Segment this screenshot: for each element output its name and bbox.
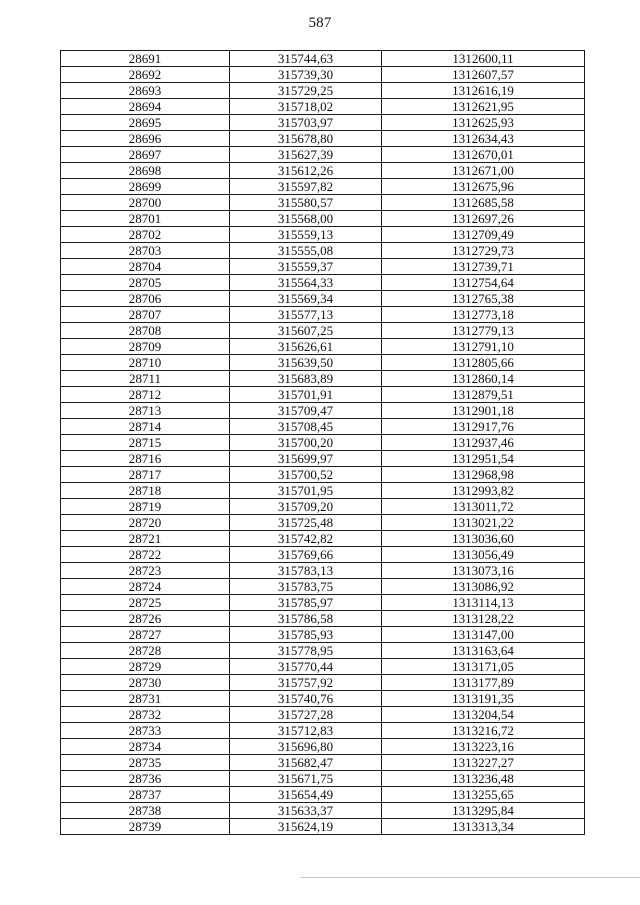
point-number-cell: 28692: [61, 67, 230, 83]
x-coordinate-cell: 315654,49: [230, 787, 382, 803]
table-row: [61, 755, 585, 771]
point-number-cell: 28729: [61, 659, 230, 675]
y-coordinate-cell: 1313036,60: [382, 531, 585, 547]
table-row: [61, 739, 585, 755]
table-row: [61, 195, 585, 211]
table-row: [61, 595, 585, 611]
table-row: [61, 131, 585, 147]
point-number-cell: 28718: [61, 483, 230, 499]
y-coordinate-cell: 1312951,54: [382, 451, 585, 467]
point-number-cell: 28712: [61, 387, 230, 403]
point-number-cell: 28706: [61, 291, 230, 307]
x-coordinate-cell: 315559,37: [230, 259, 382, 275]
table-row: [61, 579, 585, 595]
table-row: [61, 483, 585, 499]
x-coordinate-cell: 315729,25: [230, 83, 382, 99]
point-number-cell: 28707: [61, 307, 230, 323]
table-row: [61, 659, 585, 675]
x-coordinate-cell: 315701,95: [230, 483, 382, 499]
point-number-cell: 28699: [61, 179, 230, 195]
table-row: [61, 211, 585, 227]
table-row: [61, 467, 585, 483]
table-row: [61, 275, 585, 291]
y-coordinate-cell: 1313223,16: [382, 739, 585, 755]
table-row: [61, 115, 585, 131]
table-row: [61, 435, 585, 451]
y-coordinate-cell: 1313236,48: [382, 771, 585, 787]
table-row: [61, 515, 585, 531]
y-coordinate-cell: 1312671,00: [382, 163, 585, 179]
table-row: [61, 51, 585, 67]
y-coordinate-cell: 1313114,13: [382, 595, 585, 611]
x-coordinate-cell: 315580,57: [230, 195, 382, 211]
x-coordinate-cell: 315727,28: [230, 707, 382, 723]
x-coordinate-cell: 315703,97: [230, 115, 382, 131]
table-row: [61, 499, 585, 515]
table-row: [61, 723, 585, 739]
y-coordinate-cell: 1313227,27: [382, 755, 585, 771]
x-coordinate-cell: 315786,58: [230, 611, 382, 627]
table-row: [61, 643, 585, 659]
table-row: [61, 803, 585, 819]
y-coordinate-cell: 1312697,26: [382, 211, 585, 227]
point-number-cell: 28713: [61, 403, 230, 419]
x-coordinate-cell: 315639,50: [230, 355, 382, 371]
x-coordinate-cell: 315559,13: [230, 227, 382, 243]
table-row: [61, 419, 585, 435]
point-number-cell: 28703: [61, 243, 230, 259]
point-number-cell: 28728: [61, 643, 230, 659]
table-row: [61, 387, 585, 403]
point-number-cell: 28697: [61, 147, 230, 163]
y-coordinate-cell: 1312968,98: [382, 467, 585, 483]
table-row: [61, 563, 585, 579]
table-row: [61, 675, 585, 691]
table-row: [61, 227, 585, 243]
table-row: [61, 819, 585, 835]
y-coordinate-cell: 1312670,01: [382, 147, 585, 163]
x-coordinate-cell: 315577,13: [230, 307, 382, 323]
point-number-cell: 28696: [61, 131, 230, 147]
point-number-cell: 28701: [61, 211, 230, 227]
table-row: [61, 547, 585, 563]
table-row: [61, 99, 585, 115]
x-coordinate-cell: 315783,75: [230, 579, 382, 595]
x-coordinate-cell: 315725,48: [230, 515, 382, 531]
point-number-cell: 28719: [61, 499, 230, 515]
x-coordinate-cell: 315770,44: [230, 659, 382, 675]
y-coordinate-cell: 1313086,92: [382, 579, 585, 595]
x-coordinate-cell: 315569,34: [230, 291, 382, 307]
x-coordinate-cell: 315712,83: [230, 723, 382, 739]
y-coordinate-cell: 1313216,72: [382, 723, 585, 739]
x-coordinate-cell: 315555,08: [230, 243, 382, 259]
point-number-cell: 28731: [61, 691, 230, 707]
point-number-cell: 28695: [61, 115, 230, 131]
table-row: [61, 691, 585, 707]
y-coordinate-cell: 1312675,96: [382, 179, 585, 195]
y-coordinate-cell: 1312621,95: [382, 99, 585, 115]
x-coordinate-cell: 315624,19: [230, 819, 382, 835]
point-number-cell: 28735: [61, 755, 230, 771]
table-row: [61, 163, 585, 179]
x-coordinate-cell: 315778,95: [230, 643, 382, 659]
point-number-cell: 28723: [61, 563, 230, 579]
point-number-cell: 28726: [61, 611, 230, 627]
point-number-cell: 28693: [61, 83, 230, 99]
point-number-cell: 28733: [61, 723, 230, 739]
x-coordinate-cell: 315708,45: [230, 419, 382, 435]
x-coordinate-cell: 315709,20: [230, 499, 382, 515]
x-coordinate-cell: 315769,66: [230, 547, 382, 563]
point-number-cell: 28700: [61, 195, 230, 211]
y-coordinate-cell: 1313295,84: [382, 803, 585, 819]
point-number-cell: 28709: [61, 339, 230, 355]
y-coordinate-cell: 1312634,43: [382, 131, 585, 147]
point-number-cell: 28738: [61, 803, 230, 819]
y-coordinate-cell: 1313191,35: [382, 691, 585, 707]
point-number-cell: 28734: [61, 739, 230, 755]
x-coordinate-cell: 315709,47: [230, 403, 382, 419]
point-number-cell: 28732: [61, 707, 230, 723]
y-coordinate-cell: 1312779,13: [382, 323, 585, 339]
point-number-cell: 28737: [61, 787, 230, 803]
x-coordinate-cell: 315742,82: [230, 531, 382, 547]
x-coordinate-cell: 315682,47: [230, 755, 382, 771]
table-row: [61, 243, 585, 259]
point-number-cell: 28702: [61, 227, 230, 243]
y-coordinate-cell: 1313204,54: [382, 707, 585, 723]
x-coordinate-cell: 315678,80: [230, 131, 382, 147]
point-number-cell: 28720: [61, 515, 230, 531]
x-coordinate-cell: 315700,52: [230, 467, 382, 483]
table-row: [61, 627, 585, 643]
x-coordinate-cell: 315783,13: [230, 563, 382, 579]
x-coordinate-cell: 315633,37: [230, 803, 382, 819]
y-coordinate-cell: 1312729,73: [382, 243, 585, 259]
y-coordinate-cell: 1313163,64: [382, 643, 585, 659]
page-number: 587: [308, 15, 332, 31]
point-number-cell: 28698: [61, 163, 230, 179]
x-coordinate-cell: 315671,75: [230, 771, 382, 787]
y-coordinate-cell: 1313171,05: [382, 659, 585, 675]
y-coordinate-cell: 1312901,18: [382, 403, 585, 419]
table-row: [61, 611, 585, 627]
point-number-cell: 28694: [61, 99, 230, 115]
y-coordinate-cell: 1312616,19: [382, 83, 585, 99]
point-number-cell: 28708: [61, 323, 230, 339]
table-row: [61, 307, 585, 323]
x-coordinate-cell: 315740,76: [230, 691, 382, 707]
x-coordinate-cell: 315699,97: [230, 451, 382, 467]
point-number-cell: 28711: [61, 371, 230, 387]
x-coordinate-cell: 315683,89: [230, 371, 382, 387]
point-number-cell: 28730: [61, 675, 230, 691]
x-coordinate-cell: 315607,25: [230, 323, 382, 339]
x-coordinate-cell: 315739,30: [230, 67, 382, 83]
y-coordinate-cell: 1312937,46: [382, 435, 585, 451]
x-coordinate-cell: 315785,97: [230, 595, 382, 611]
table-row: [61, 339, 585, 355]
x-coordinate-cell: 315718,02: [230, 99, 382, 115]
y-coordinate-cell: 1313056,49: [382, 547, 585, 563]
point-number-cell: 28722: [61, 547, 230, 563]
table-row: [61, 371, 585, 387]
table-row: [61, 147, 585, 163]
table-row: [61, 451, 585, 467]
x-coordinate-cell: 315612,26: [230, 163, 382, 179]
x-coordinate-cell: 315568,00: [230, 211, 382, 227]
table-row: [61, 355, 585, 371]
y-coordinate-cell: 1312791,10: [382, 339, 585, 355]
coordinates-table: [60, 50, 585, 835]
y-coordinate-cell: 1313147,00: [382, 627, 585, 643]
point-number-cell: 28716: [61, 451, 230, 467]
y-coordinate-cell: 1313313,34: [382, 819, 585, 835]
point-number-cell: 28714: [61, 419, 230, 435]
coordinates-table-body: [61, 51, 585, 835]
point-number-cell: 28704: [61, 259, 230, 275]
x-coordinate-cell: 315701,91: [230, 387, 382, 403]
y-coordinate-cell: 1312993,82: [382, 483, 585, 499]
y-coordinate-cell: 1312879,51: [382, 387, 585, 403]
y-coordinate-cell: 1312607,57: [382, 67, 585, 83]
point-number-cell: 28721: [61, 531, 230, 547]
point-number-cell: 28691: [61, 51, 230, 67]
point-number-cell: 28739: [61, 819, 230, 835]
x-coordinate-cell: 315696,80: [230, 739, 382, 755]
x-coordinate-cell: 315626,61: [230, 339, 382, 355]
x-coordinate-cell: 315700,20: [230, 435, 382, 451]
table-row: [61, 179, 585, 195]
y-coordinate-cell: 1312805,66: [382, 355, 585, 371]
y-coordinate-cell: 1313128,22: [382, 611, 585, 627]
y-coordinate-cell: 1312860,14: [382, 371, 585, 387]
x-coordinate-cell: 315627,39: [230, 147, 382, 163]
y-coordinate-cell: 1312625,93: [382, 115, 585, 131]
x-coordinate-cell: 315757,92: [230, 675, 382, 691]
y-coordinate-cell: 1312754,64: [382, 275, 585, 291]
y-coordinate-cell: 1312765,38: [382, 291, 585, 307]
table-row: [61, 787, 585, 803]
table-row: [61, 291, 585, 307]
table-row: [61, 531, 585, 547]
x-coordinate-cell: 315564,33: [230, 275, 382, 291]
table-row: [61, 771, 585, 787]
y-coordinate-cell: 1312917,76: [382, 419, 585, 435]
table-row: [61, 259, 585, 275]
point-number-cell: 28715: [61, 435, 230, 451]
bottom-rule: [300, 877, 640, 878]
y-coordinate-cell: 1313073,16: [382, 563, 585, 579]
x-coordinate-cell: 315785,93: [230, 627, 382, 643]
point-number-cell: 28736: [61, 771, 230, 787]
y-coordinate-cell: 1312773,18: [382, 307, 585, 323]
table-row: [61, 83, 585, 99]
x-coordinate-cell: 315744,63: [230, 51, 382, 67]
y-coordinate-cell: 1312600,11: [382, 51, 585, 67]
y-coordinate-cell: 1312685,58: [382, 195, 585, 211]
point-number-cell: 28725: [61, 595, 230, 611]
y-coordinate-cell: 1312709,49: [382, 227, 585, 243]
table-row: [61, 707, 585, 723]
y-coordinate-cell: 1313021,22: [382, 515, 585, 531]
table-row: [61, 403, 585, 419]
point-number-cell: 28717: [61, 467, 230, 483]
table-row: [61, 323, 585, 339]
y-coordinate-cell: 1313177,89: [382, 675, 585, 691]
point-number-cell: 28710: [61, 355, 230, 371]
point-number-cell: 28705: [61, 275, 230, 291]
x-coordinate-cell: 315597,82: [230, 179, 382, 195]
y-coordinate-cell: 1312739,71: [382, 259, 585, 275]
y-coordinate-cell: 1313255,65: [382, 787, 585, 803]
point-number-cell: 28727: [61, 627, 230, 643]
table-row: [61, 67, 585, 83]
point-number-cell: 28724: [61, 579, 230, 595]
y-coordinate-cell: 1313011,72: [382, 499, 585, 515]
